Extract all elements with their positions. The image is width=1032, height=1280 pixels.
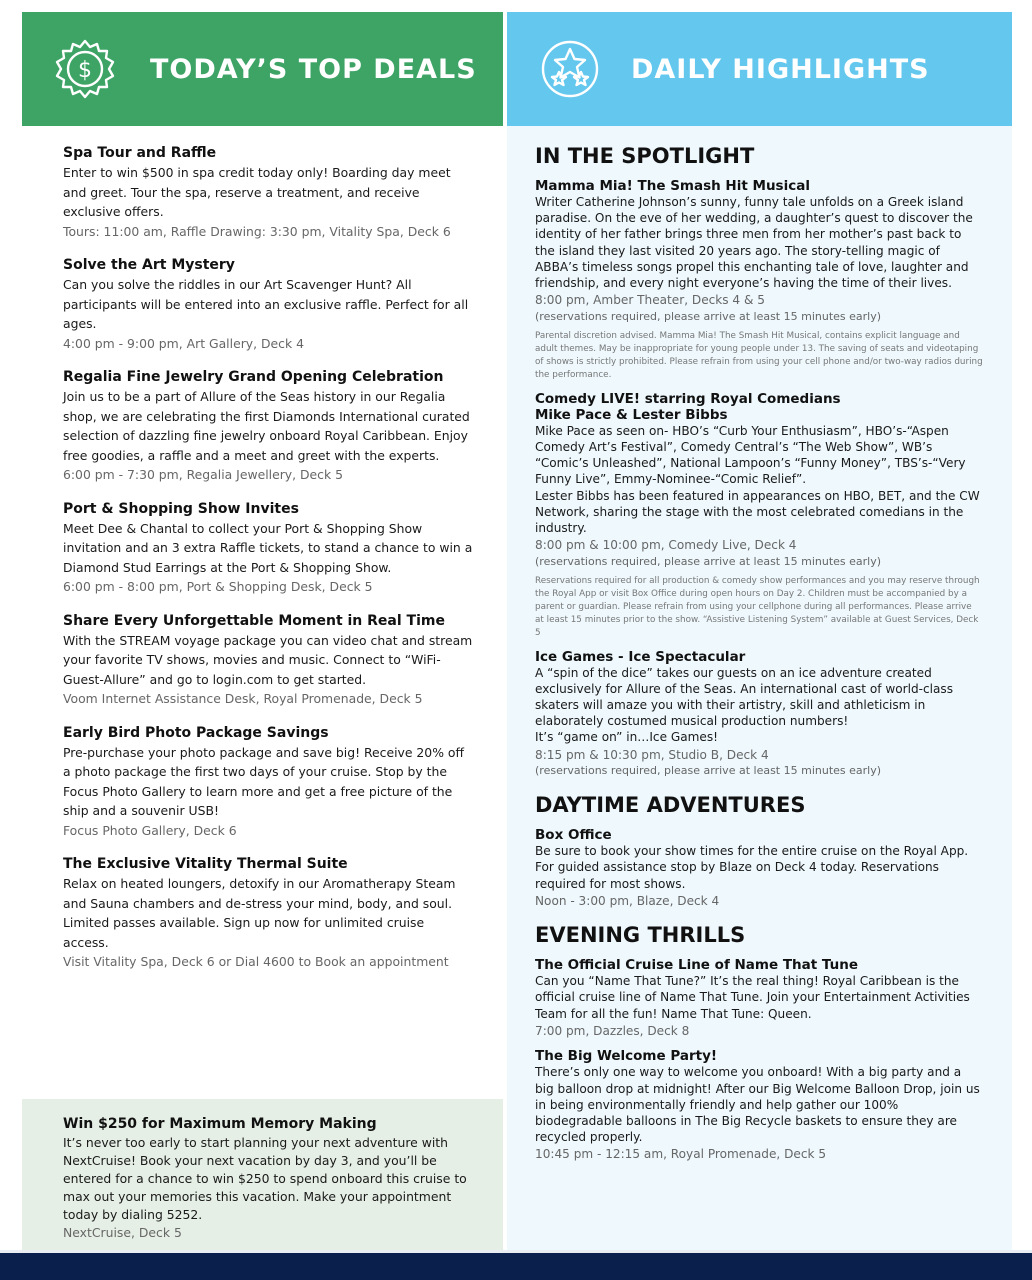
event-note: (reservations required, please arrive at least 15 minutes early) [535, 764, 882, 778]
event-meta: 10:45 pm - 12:15 am, Royal Promenade, Deck 5 [535, 1147, 827, 1162]
event-subtitle: Mike Pace & Lester Bibbs [535, 406, 728, 423]
daily-highlights-header [507, 12, 1012, 126]
event-body: Be sure to book your show times for the entire cruise on the Royal App. For guided assistance stop by Blaze on Deck 4 today. Reservations required for most shows. [535, 844, 969, 891]
daily-highlights-column [507, 12, 1012, 1250]
deal-meta: Voom Internet Assistance Desk, Royal Promenade, Deck 5 [63, 691, 423, 706]
dollar-badge-icon [54, 38, 116, 100]
comedy-live-event [535, 391, 983, 640]
promo-body: It’s never too early to start planning your next adventure with NextCruise! Book your next vacation by day 3, and you’ll be entered for a chance to win $250 to spend onboard this cruise to max out your memories this vacation. Make your appointment today by dialing 5252. [63, 1135, 467, 1222]
event-title: Comedy LIVE! starring Royal Comedians [535, 390, 841, 407]
deal-body: With the STREAM voyage package you can video chat and stream your favorite TV shows, movies and music. Connect to “WiFi-Guest-Allure” and go to login.com to get started. [63, 632, 473, 687]
big-welcome-party-event [535, 1048, 983, 1163]
evening-heading: EVENING THRILLS [535, 923, 746, 948]
deal-meta: 6:00 pm - 8:00 pm, Port & Shopping Desk, Deck 5 [63, 579, 373, 594]
top-deals-column [22, 12, 503, 1250]
daily-highlights-title: DAILY HIGHLIGHTS [631, 53, 930, 85]
deal-meta: 6:00 pm - 7:30 pm, Regalia Jewellery, Deck 5 [63, 467, 343, 482]
event-meta: 8:15 pm & 10:30 pm, Studio B, Deck 4 [535, 747, 769, 762]
deal-body: Pre-purchase your photo package and save big! Receive 20% off a photo package the first two days of your cruise. Stop by the Focus Photo Gallery to learn more and get a free picture of the ship and a souvenir USB! [63, 744, 465, 818]
svg-text:$: $ [78, 58, 92, 83]
event-body: There’s only one way to welcome you onboard! With a big party and a big balloon drop at midnight! After our Big Welcome Balloon Drop, join us in being environmentally friendly and help gather our 100% biodegradable balloons in The Big Recycle baskets to ensure they are recycled properly. [535, 1065, 980, 1145]
event-meta: 8:00 pm & 10:00 pm, Comedy Live, Deck 4 [535, 538, 797, 553]
event-title: The Big Welcome Party! [535, 1048, 718, 1065]
deal-title: Early Bird Photo Package Savings [63, 724, 329, 741]
deal-item [63, 612, 473, 709]
event-title: Ice Games - Ice Spectacular [535, 648, 746, 665]
deals-list [63, 144, 473, 987]
highlights-list [535, 142, 983, 1172]
deal-meta: Focus Photo Gallery, Deck 6 [63, 822, 237, 838]
deal-item [63, 500, 473, 597]
event-body: A “spin of the dice” takes our guests on an ice adventure created exclusively for Allure of the Seas. An international cast of world-class skaters will amaze you with their artistry, skill and athleticism in elaborately costumed musical production numbers! [535, 665, 954, 729]
event-body: Mike Pace as seen on- HBO’s “Curb Your Enthusiasm”, HBO’s-“Aspen Comedy Art’s Festival”, Comedy Central’s “The Web Show”, WB’s “Comic’s Unleashed”, National Lampoon’s “Funny Money”, TBS’s-“Very Funny Live”, Emmy-Nominee-“Comic Relief”. [535, 423, 966, 487]
event-meta: Noon - 3:00 pm, Blaze, Deck 4 [535, 893, 720, 908]
deal-item [63, 256, 473, 353]
event-meta: 7:00 pm, Dazzles, Deck 8 [535, 1023, 690, 1038]
box-office-event [535, 827, 983, 909]
deal-meta: Visit Vitality Spa, Deck 6 or Dial 4600 to Book an appointment [63, 954, 449, 969]
deal-title: Solve the Art Mystery [63, 257, 235, 273]
deal-item [63, 855, 473, 972]
promo-meta: NextCruise, Deck 5 [63, 1225, 182, 1240]
event-body: Writer Catherine Johnson’s sunny, funny tale unfolds on a Greek island paradise. On the eve of her wedding, a daughter’s quest to discover the identity of her father brings three men from her mother’s past back to the island they last visited 20 years ago. The story-telling magic of ABBA’s timeless songs propel this enchanting tale of love, laughter and friendship, and every night everyone’s having the time of their lives. [535, 195, 973, 291]
event-fine-print: Parental discretion advised. Mamma Mia! The Smash Hit Musical, contains explicit language and adult themes. May be inappropriate for young people under 13. The saving of seats and videotaping of shows is strictly prohibited. Please refrain from using your cell phone and/or two-way radios during the performance. [535, 330, 983, 380]
event-fine-print: Reservations required for all production & comedy show performances and you may reserve through the Royal App or visit Box Office during open hours on Day 2. Children must be accompanied by a parent or guardian. Please refrain from using your cellphone during all performances. Please arrive at least 15 minutes prior to the show. “Assistive Listening System” available at Guest Services, Deck 5 [535, 575, 980, 638]
event-title: Box Office [535, 827, 612, 844]
deal-meta: 4:00 pm - 9:00 pm, Art Gallery, Deck 4 [63, 335, 304, 351]
spotlight-heading: IN THE SPOTLIGHT [535, 144, 755, 168]
event-body-2: It’s “game on” in…Ice Games! [535, 730, 719, 745]
star-badge-icon [539, 38, 601, 100]
deal-meta: Tours: 11:00 am, Raffle Drawing: 3:30 pm, Vitality Spa, Deck 6 [63, 223, 451, 239]
nextcruise-promo [22, 1099, 503, 1250]
top-deals-header [22, 12, 503, 126]
event-body: Can you “Name That Tune?” It’s the real thing! Royal Caribbean is the official cruise line of Name That Tune. Join your Entertainment Activities Team for all the fun! Name That Tune: Queen. [535, 974, 970, 1021]
deal-title: Regalia Fine Jewelry Grand Opening Celebration [63, 369, 444, 385]
deal-body: Relax on heated loungers, detoxify in our Aromatherapy Steam and Sauna chambers and de-stress your mind, body, and soul. Limited passes available. Sign up now for unlimited cruise access. [63, 876, 456, 950]
event-note: (reservations required, please arrive at least 15 minutes early) [535, 309, 882, 323]
deal-item [63, 724, 473, 841]
deal-body: Meet Dee & Chantal to collect your Port & Shopping Show invitation and an 3 extra Raffle tickets, to stand a chance to win a Diamond Stud Earrings at the Port & Shopping Show. [63, 520, 473, 575]
event-body-2: Lester Bibbs has been featured in appearances on HBO, BET, and the CW Network, sharing the stage with the most celebrated comedians in the industry. [535, 488, 980, 535]
deal-body: Enter to win $500 in spa credit today only! Boarding day meet and greet. Tour the spa, reserve a treatment, and receive exclusive offers. [63, 165, 451, 219]
deal-title: Port & Shopping Show Invites [63, 500, 299, 517]
promo-title: Win $250 for Maximum Memory Making [63, 1116, 377, 1132]
deal-title: Spa Tour and Raffle [63, 145, 217, 161]
deal-title: The Exclusive Vitality Thermal Suite [63, 856, 348, 872]
deal-body: Join us to be a part of Allure of the Seas history in our Regalia shop, we are celebrating the first Diamonds International curated selection of dazzling fine jewelry onboard Royal Caribbean. Enjoy free goodies, a raffle and a meet and greet with the experts. [63, 389, 470, 463]
mamma-mia-event [535, 178, 983, 382]
event-title: The Official Cruise Line of Name That Tune [535, 957, 859, 974]
deal-body: Can you solve the riddles in our Art Scavenger Hunt? All participants will be entered into an exclusive raffle. Perfect for all ages. [63, 277, 469, 331]
deal-title: Share Every Unforgettable Moment in Real Time [63, 612, 445, 629]
daytime-heading: DAYTIME ADVENTURES [535, 793, 806, 818]
deal-item [63, 368, 473, 485]
footer-band [0, 1250, 1032, 1280]
top-deals-title: TODAY’S TOP DEALS [150, 53, 477, 85]
event-meta: 8:00 pm, Amber Theater, Decks 4 & 5 [535, 293, 765, 308]
deal-item [63, 144, 473, 241]
event-note: (reservations required, please arrive at least 15 minutes early) [535, 554, 882, 568]
event-title: Mamma Mia! The Smash Hit Musical [535, 178, 810, 194]
ice-games-event [535, 649, 983, 780]
name-that-tune-event [535, 957, 983, 1039]
